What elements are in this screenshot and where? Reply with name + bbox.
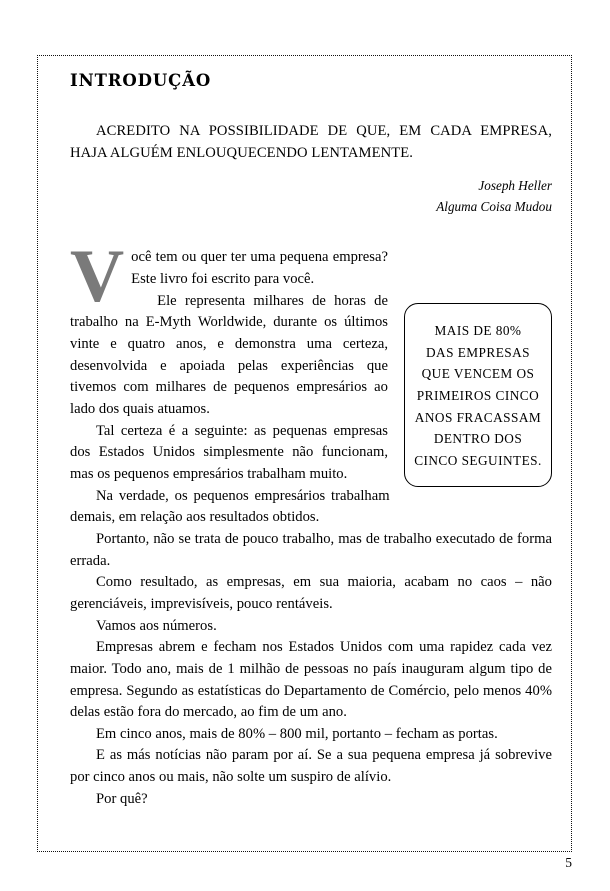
epigraph-author: Joseph Heller [478,178,552,194]
paragraph: Portanto, não se trata de pouco trabalho, mas de trabalho executado de forma errada. [70,530,552,569]
paragraph: E as más notícias não param por aí. Se a sua pequena empresa já sobrevive por cinco anos ou mais, não solte um suspiro de alívio. [70,747,552,786]
paragraph: Ele representa milhares de horas de trabalho na E-Myth Worldwide, durante os últimos vinte e quatro anos, e demonstra uma certeza, desenvolvida e apoiada pelas experiências que tivemos com milhares de pequenos empresários ao lado dos quais atuamos. [70,292,388,417]
callout-line: MAIS DE 80% [434,323,522,339]
epigraph-quote: ACREDITO NA POSSIBILIDADE DE QUE, EM CADA EMPRESA, HAJA ALGUÉM ENLOUQUECENDO LENTAMENTE. [70,123,552,162]
callout-line: DAS EMPRESAS [425,344,531,360]
page-number: 5 [565,855,572,870]
paragraph: Em cinco anos, mais de 80% – 800 mil, portanto – fecham as portas. [96,725,498,742]
paragraph: Por quê? [96,790,148,807]
paragraph: Vamos aos números. [96,617,217,634]
paragraph: Tal certeza é a seguinte: as pequenas empresas dos Estados Unidos simplesmente não funcionam, mas os pequenos empresários trabalham muito. [70,422,388,482]
chapter-title: INTRODUÇÃO [70,71,212,90]
page-content [70,72,552,810]
callout-line: DENTRO DOS [433,431,523,447]
epigraph-block [70,120,552,217]
pull-quote-callout [404,303,552,487]
paragraph: Na verdade, os pequenos empresários trabalham demais, em relação aos resultados obtidos. [70,487,390,526]
callout-line: CINCO SEGUINTES. [414,452,542,468]
paragraph: Empresas abrem e fecham nos Estados Unidos com uma rapidez cada vez maior. Todo ano, mais de 1 milhão de pessoas no país inauguram algum tipo de empresa. Segundo as estatísticas do Departamento de Comércio, pelo menos 40% delas estão fora do mercado, ao fim de um ano. [70,639,552,721]
body-text-block [70,235,552,810]
paragraph: Como resultado, as empresas, em sua maioria, acabam no caos – não gerenciáveis, imprevisíveis, pouco rentáveis. [70,574,552,612]
epigraph-source: Alguma Coisa Mudou [436,198,552,214]
callout-line: ANOS FRACASSAM [414,409,542,425]
callout-line: PRIMEIROS CINCO [416,387,540,403]
paragraph: ocê tem ou quer ter uma pequena empresa? Este livro foi escrito para você. [131,249,388,288]
callout-line: QUE VENCEM OS [421,366,535,382]
drop-cap-letter: V [70,235,125,319]
